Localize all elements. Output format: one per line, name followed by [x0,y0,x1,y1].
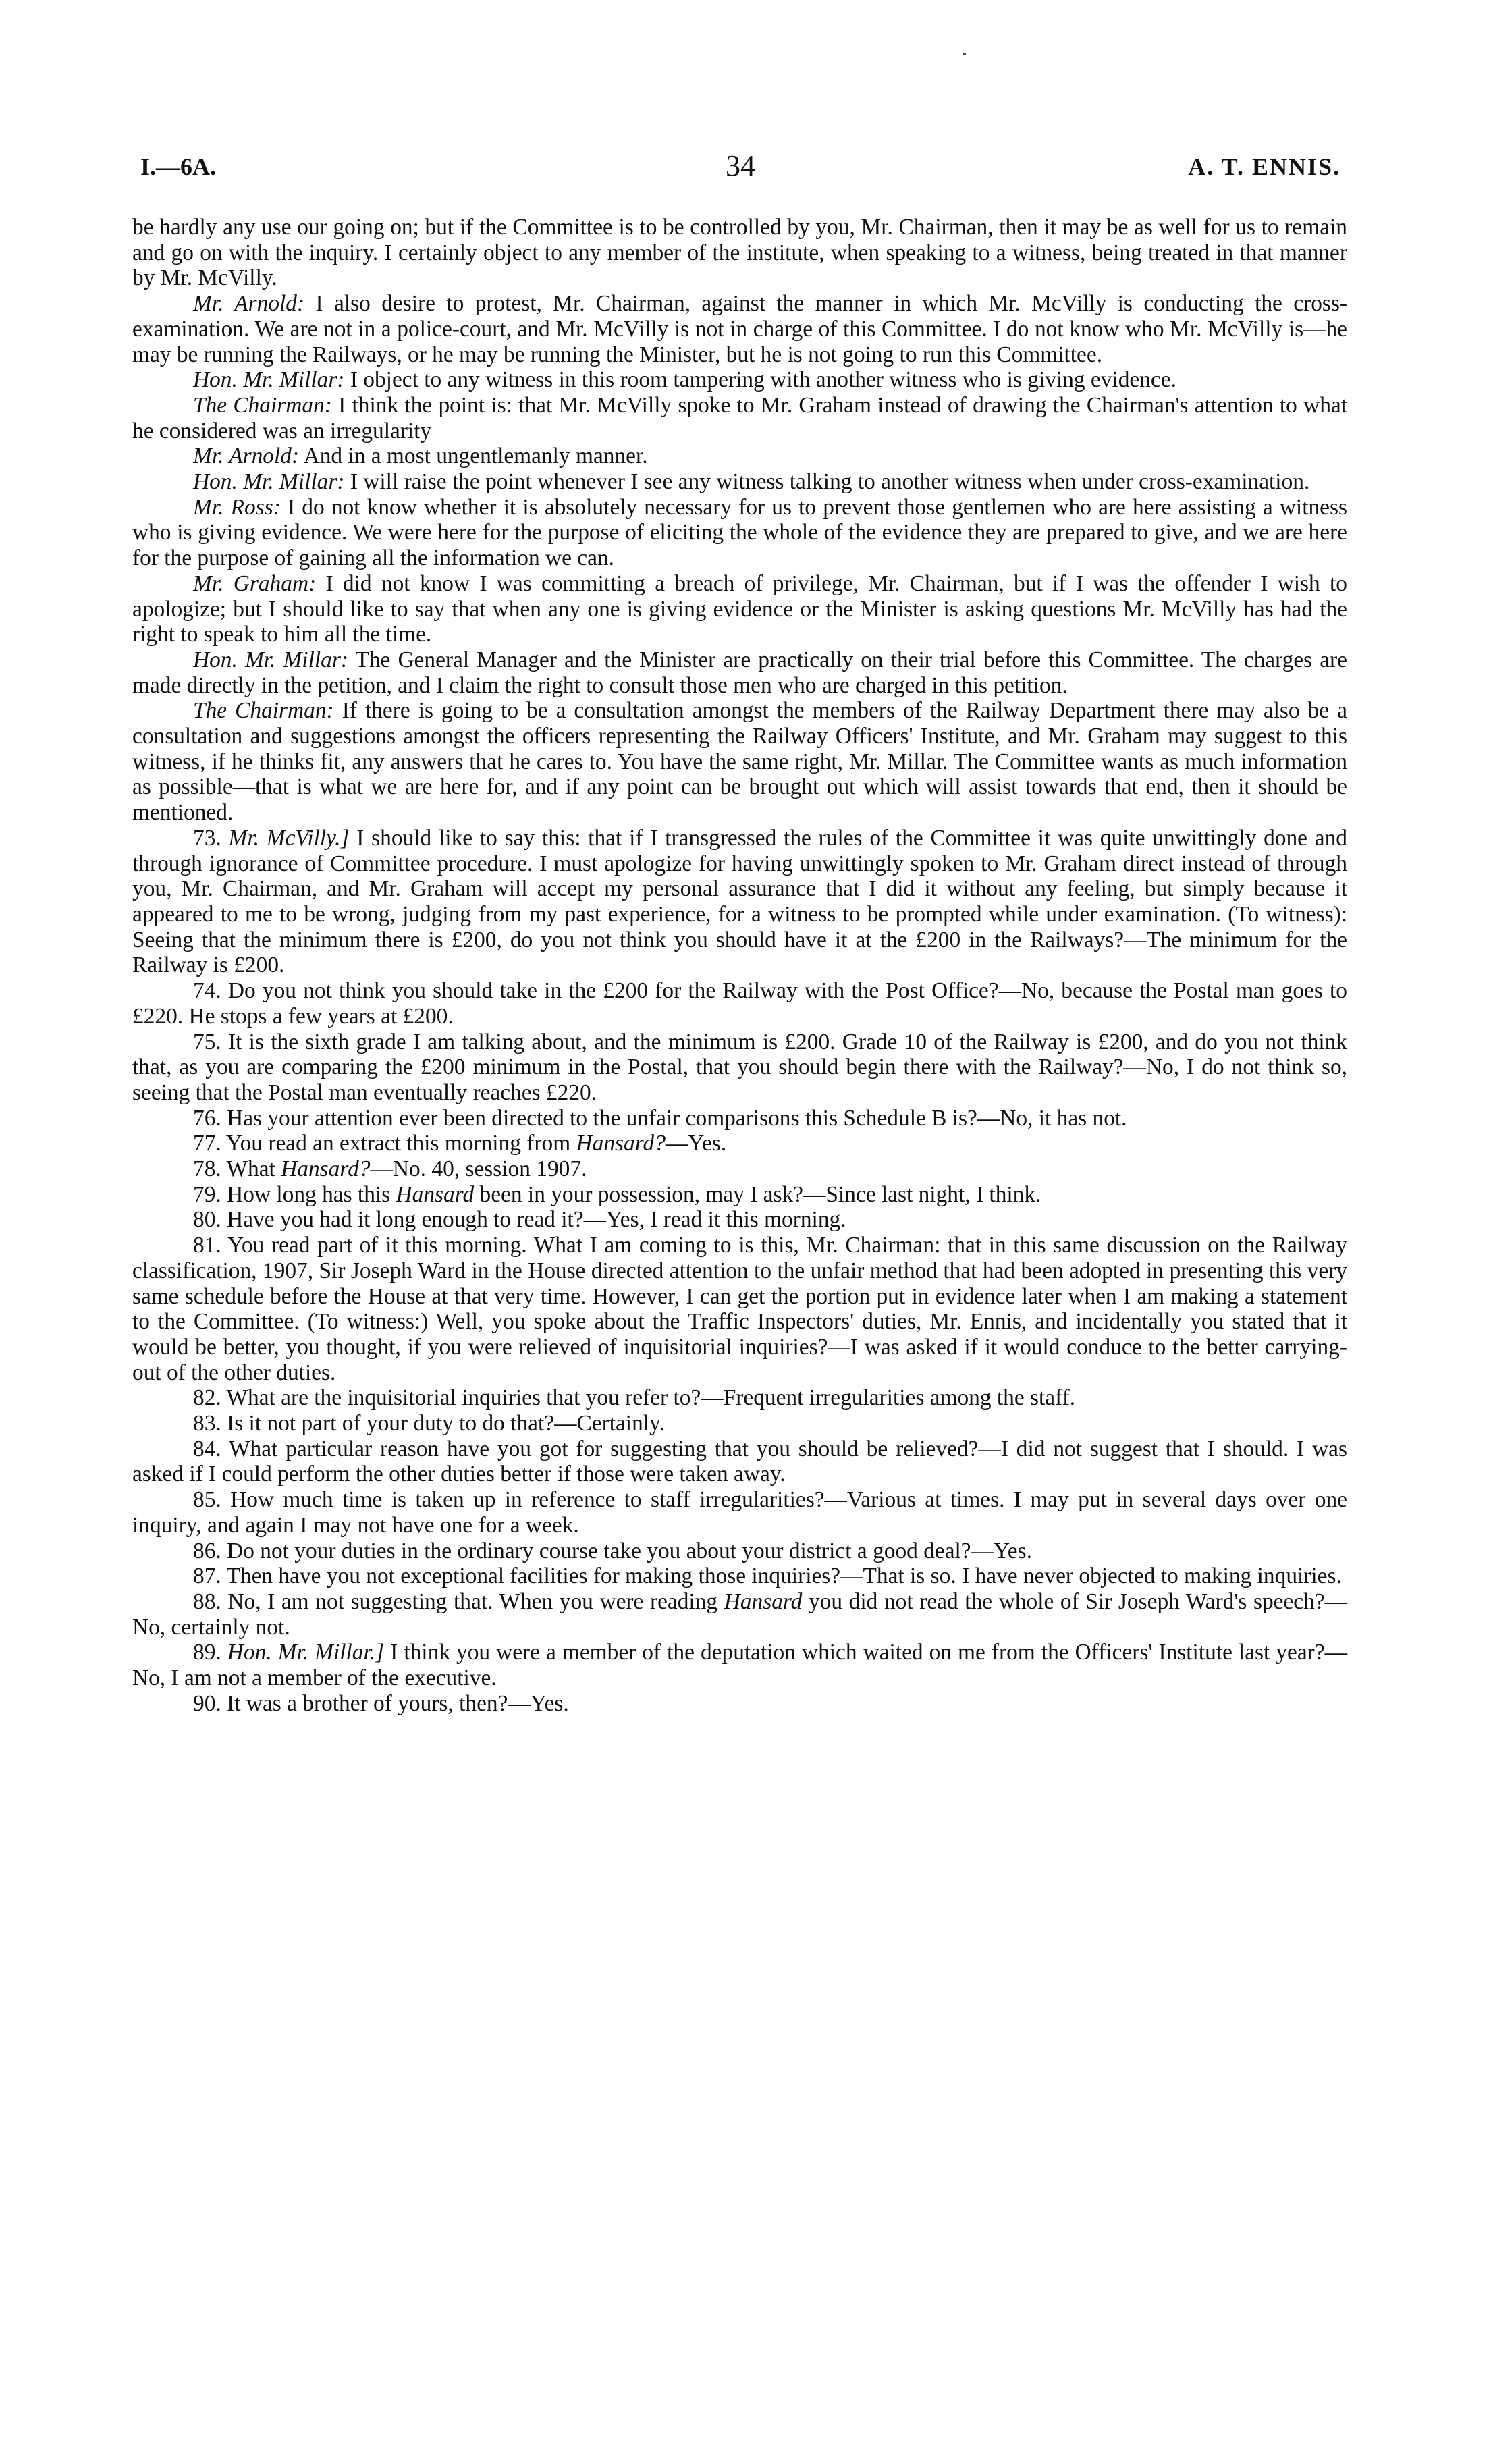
speaker-name: Mr. Arnold: [193,444,300,469]
question-87: 87. Then have you not exceptional facilities for making those inquiries?—That is so. I have never objected to making inquiries. [193,1563,1342,1589]
question-90: 90. It was a brother of yours, then?—Yes. [193,1690,569,1716]
question-86: 86. Do not your duties in the ordinary course take you about your district a good deal?—Yes. [193,1538,1032,1563]
question-74: 74. Do you not think you should take in the £200 for the Railway with the Post Office?—No, because the Postal man goes to £220. He stops a few years at £200. [132,978,1347,1029]
speaker-name: Hon. Mr. Millar: [193,647,348,672]
question-77: 77. You read an extract this morning from Hansard?—Yes. [193,1131,727,1156]
scan-speck [963,53,966,55]
question-78: 78. What Hansard?—No. 40, session 1907. [193,1156,587,1182]
question-84: 84. What particular reason have you got for suggesting that you should be relieved?—I did not suggest that I should. I was asked if I could perform the other duties better if those were taken away. [132,1436,1347,1487]
speaker-name: Hon. Mr. Millar: [193,469,345,495]
question-82: 82. What are the inquisitorial inquiries that you refer to?—Frequent irregularities among the staff. [193,1385,1076,1411]
witness-name: A. T. ENNIS. [1188,153,1340,180]
paragraph: Mr. Arnold: I also desire to protest, Mr. Chairman, against the manner in which Mr. McVilly is conducting the cross-examination. We are not in a police-court, and Mr. McVilly is not in charge of this Committee. I do not know who Mr. McVilly is—he may be running the Railways, or he may be running the Minister, but he is not going to run this Committee. [132,291,1348,367]
paragraph: Hon. Mr. Millar: I will raise the point whenever I see any witness talking to another witness when under cross-examination. [193,469,1310,495]
question-79: 79. How long has this Hansard been in your possession, may I ask?—Since last night, I think. [193,1181,1041,1207]
question-81: 81. You read part of it this morning. What I am coming to is this, Mr. Chairman: that in this same discussion on the Railway classification, 1907, Sir Joseph Ward in the House directed attention to the unfair method that had been adopted in presenting this very same schedule before the House at that very time. However, I can get the portion put in evidence later when I am making a statement to the Committee. (To witness:) Well, you spoke about the Traffic Inspectors' duties, Mr. Ennis, and incidentally you stated that it would be better, you thought, if you were relieved of inquisitorial inquiries?—I was asked if it would conduce to the better carrying-out of the other duties. [132,1233,1347,1385]
paragraph: Mr. Arnold: And in a most ungentlemanly manner. [193,444,648,469]
speaker-name: Hon. Mr. Millar: [193,367,345,393]
speaker-name: Mr. McVilly.] [228,825,350,851]
paragraph: Hon. Mr. Millar: The General Manager and the Minister are practically on their trial before this Committee. The charges are made directly in the petition, and I claim the right to consult those men who are charged in this petition. [132,647,1347,698]
question-85: 85. How much time is taken up in reference to staff irregularities?—Various at times. I may put in several days over one inquiry, and again I may not have one for a week. [132,1487,1347,1538]
paragraph: Hon. Mr. Millar: I object to any witness in this room tampering with another witness who is giving evidence. [193,367,1176,393]
speaker-name: The Chairman: [193,392,332,418]
paragraph: Mr. Graham: I did not know I was committing a breach of privilege, Mr. Chairman, but if I was the offender I wish to apologize; but I should like to say that when any one is giving evidence or the Minister is asking questions Mr. McVilly has had the right to speak to him all the time. [132,570,1347,647]
paper-reference: I.—6A. [140,153,217,180]
question-73: 73. Mr. McVilly.] I should like to say this: that if I transgressed the rules of the Committee it was quite unwittingly done and through ignorance of Committee procedure. I must apologize for having unwittingly spoken to Mr. Graham direct instead of through you, Mr. Chairman, and Mr. Graham will accept my personal assurance that I did it without any feeling, but simply because it appeared to me to be wrong, judging from my past experience, for a witness to be prompted while under examination. (To witness): Seeing that the minimum there is £200, do you not think you should have it at the £200 in the Railways?—The minimum for the Railway is £200. [132,825,1347,978]
paragraph: be hardly any use our going on; but if the Committee is to be controlled by you, Mr. Chairman, then it may be as well for us to remain and go on with the inquiry. I certainly object to any member of the institute, when speaking to a witness, being treated in that manner by Mr. McVilly. [132,215,1347,291]
publication-title: Hansard? [281,1156,371,1182]
paragraph: The Chairman: I think the point is: that Mr. McVilly spoke to Mr. Graham instead of drawing the Chairman's attention to what he considered was an irregularity [132,392,1347,444]
page-number: 34 [726,149,755,182]
speaker-name: Mr. Arnold: [193,291,305,317]
speaker-name: Mr. Ross: [193,494,281,520]
speaker-name: Hon. Mr. Millar.] [227,1640,385,1665]
question-76: 76. Has your attention ever been directed to the unfair comparisons this Schedule B is?—No, it has not. [193,1105,1127,1131]
speaker-name: Mr. Graham: [193,570,317,596]
speaker-name: The Chairman: [193,698,334,724]
publication-title: Hansard [724,1588,803,1614]
paragraph: Mr. Ross: I do not know whether it is absolutely necessary for us to prevent those gentlemen who are here assisting a witness who is giving evidence. We were here for the purpose of eliciting the whole of the evidence they are prepared to give, and we are here for the purpose of gaining all the information we can. [132,494,1347,571]
question-89: 89. Hon. Mr. Millar.] I think you were a member of the deputation which waited on me from the Officers' Institute last year?—No, I am not a member of the executive. [132,1640,1348,1691]
page-header [140,149,1340,193]
question-83: 83. Is it not part of your duty to do that?—Certainly. [193,1411,665,1437]
publication-title: Hansard? [576,1131,666,1156]
publication-title: Hansard [396,1181,475,1207]
question-88: 88. No, I am not suggesting that. When you were reading Hansard you did not read the whole of Sir Joseph Ward's speech?—No, certainly not. [132,1588,1348,1640]
question-75: 75. It is the sixth grade I am talking about, and the minimum is £200. Grade 10 of the Railway is £200, and do you not think that, as you are comparing the £200 minimum in the Postal, that you should begin there with the Railway?—No, I do not think so, seeing that the Postal man eventually reaches £220. [132,1029,1347,1105]
question-80: 80. Have you had it long enough to read it?—Yes, I read it this morning. [193,1207,846,1233]
page-body [132,215,1347,1716]
paragraph: The Chairman: If there is going to be a consultation amongst the members of the Railway Department there may also be a consultation and suggestions amongst the officers representing the Railway Officers' Institute, and Mr. Graham may suggest to this witness, if he thinks fit, any answers that he cares to. You have the same right, Mr. Millar. The Committee wants as much information as possible—that is what we are here for, and if any point can be brought out which will assist towards that end, then it should be mentioned. [132,698,1347,826]
